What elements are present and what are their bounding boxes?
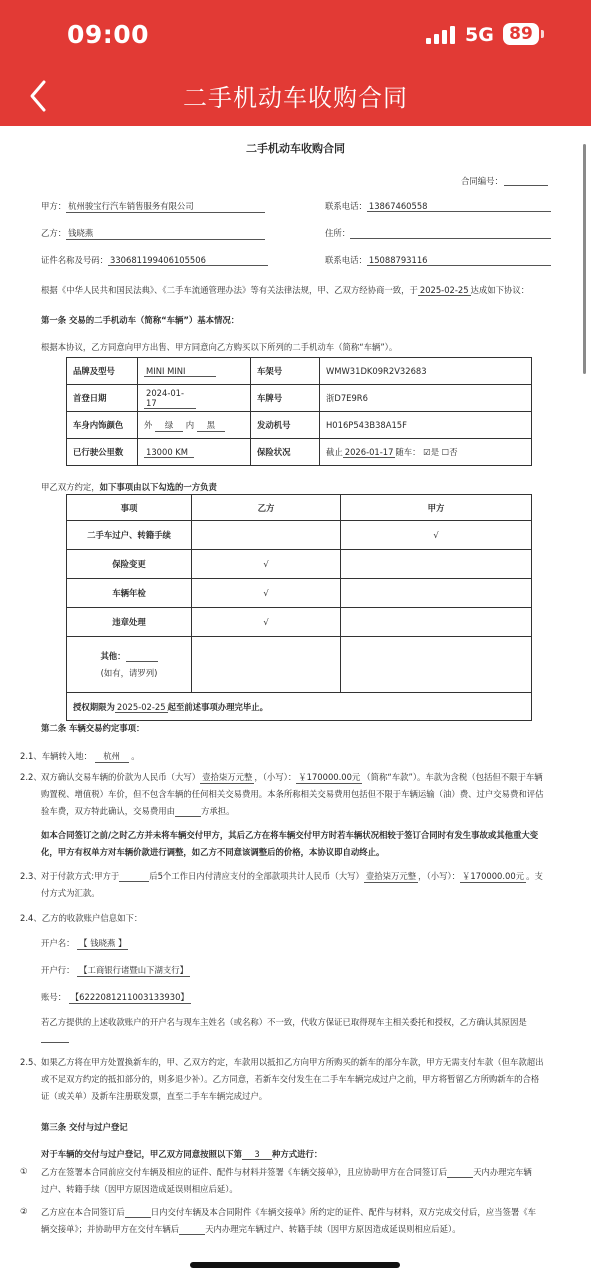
- address-row: [325, 227, 551, 239]
- phone-label: 联系电话：: [325, 255, 367, 265]
- party-b-value: 钱晓燕: [66, 227, 265, 240]
- id-row: [41, 254, 268, 266]
- clause-2-line1: 乙方应在本合同签订后 日内交付车辆及本合同附件《车辆交接单》所约定的证件、配件与材料，双方完成交付后，应当签署《车: [41, 1207, 536, 1217]
- reg-date-label: 首登日期: [67, 385, 138, 412]
- reg-date-value: 2024-01-17: [138, 385, 251, 412]
- party-b-phone-row: [325, 254, 551, 266]
- table-row: [67, 521, 532, 550]
- app-header: [0, 0, 591, 126]
- party-a-value: 杭州骏宝行汽车销售服务有限公司: [66, 200, 265, 213]
- matter-item: 二手车过户、转籍手续: [67, 521, 192, 550]
- section-2-2-no: 2.2、: [20, 772, 42, 782]
- party-a-phone-row: [325, 200, 551, 212]
- insurance-value: 截止 2026-01-17 随车： ☑是 ☐否: [320, 439, 532, 466]
- section-2-3-line2: 付方式为汇款。: [41, 888, 100, 898]
- insurance-label: 保险状况: [251, 439, 320, 466]
- matter-a-check: [341, 550, 532, 579]
- article-3-title: 第三条 交付与过户登记: [41, 1122, 128, 1132]
- color-value: 外 绿 内 黑: [138, 412, 251, 439]
- clause-2-line2: 辆交接单》；并协助甲方在交付车辆后 天内办理完车辆过户、转籍手续（因甲方原因造成延误则相应后延）。: [41, 1224, 461, 1234]
- brand-value: MINI MINI: [138, 358, 251, 385]
- matters-header-b: 乙方: [192, 495, 341, 521]
- matters-header-a: 甲方: [341, 495, 532, 521]
- matter-b-check: [192, 521, 341, 550]
- matter-a-check: √: [341, 521, 532, 550]
- checkbox-empty-icon[interactable]: ☐: [441, 447, 450, 457]
- brand-label: 品牌及型号: [67, 358, 138, 385]
- section-2-1: 2.1、车辆转入地： 杭州 。: [20, 751, 140, 761]
- contract-no-blank: [504, 185, 548, 186]
- clause-1-no: ①: [20, 1166, 28, 1176]
- id-number: 330681199406105506: [108, 255, 268, 266]
- intro-line: [41, 284, 529, 296]
- table-row: [67, 579, 532, 608]
- matter-item: 违章处理: [67, 608, 192, 637]
- account-bank: 开户行： 【工商银行诸暨山下湖支行】: [41, 965, 189, 975]
- section-2-5-line2: 或不足双方约定的抵扣部分的，则多退少补）。乙方同意，若新车交付发生在二手车车辆完成过户之前，甲方将暂留乙方所购新车的合格: [41, 1074, 540, 1084]
- matter-item: 保险变更: [67, 550, 192, 579]
- party-b-label: 乙方：: [41, 228, 67, 238]
- scrollbar[interactable]: [583, 144, 586, 374]
- matters-header-item: 事项: [67, 495, 192, 521]
- section-2-2-line2: 购置税、增值税）车价，但不包含车辆的任何相关交易费用。本条所称相关交易费用包括但不限于车辆运输（油）费、过户交易费和评估: [41, 789, 544, 799]
- matter-a-check: [341, 579, 532, 608]
- engine-label: 发动机号: [251, 412, 320, 439]
- party-a-row: [41, 200, 265, 213]
- party-a-phone: 13867460558: [367, 201, 551, 212]
- section-2-3-line1: 对于付款方式:甲方于 后5个工作日内付清应支付的全部款项共计人民币（大写） 壹拾柒万元整 ，（小写）： ￥170000.00元 。支: [41, 871, 543, 881]
- home-indicator[interactable]: [190, 1262, 400, 1268]
- account-number: 账号： 【6222081211003133930】: [41, 992, 189, 1002]
- plate-value: 浙D7E9R6: [320, 385, 532, 412]
- address-label: 住所：: [325, 228, 351, 238]
- party-b-phone: 15088793116: [367, 255, 551, 266]
- table-row: [67, 550, 532, 579]
- section-2-3-no: 2.3、: [20, 871, 42, 881]
- matter-a-check: [341, 608, 532, 637]
- intro-date: 2025-02-25: [419, 285, 469, 295]
- matters-table: [66, 494, 532, 721]
- article-1-intro: 根据本协议，乙方同意向甲方出售、甲方同意向乙方购买以下所列的二手机动车（简称“车辆”）。: [41, 342, 398, 352]
- section-2-2-bold-1: 如本合同签订之前/之时乙方并未将车辆交付甲方，其后乙方在将车辆交付甲方时若车辆状况相较于签订合同时有发生事故或其他重大变: [41, 830, 539, 840]
- plate-label: 车牌号: [251, 385, 320, 412]
- matter-b-check: √: [192, 550, 341, 579]
- matter-b-check: √: [192, 608, 341, 637]
- status-time: 09:00: [67, 20, 150, 49]
- party-b-row: [41, 227, 265, 240]
- mileage-label: 已行驶公里数: [67, 439, 138, 466]
- section-2-5-line1: 如果乙方将在甲方处置换新车的，甲、乙双方约定，车款用以抵扣乙方向甲方所购买的新车的部分车款，甲方无需支付车款（但车款超出: [41, 1057, 544, 1067]
- vehicle-table: [66, 357, 532, 466]
- deadline-cell: 授权期限为 2025-02-25 起至前述事项办理完毕止。: [67, 693, 532, 721]
- vin-label: 车架号: [251, 358, 320, 385]
- contract-no-label: 合同编号：: [461, 176, 503, 186]
- page-title: 二手机动车收购合同: [183, 84, 408, 112]
- party-a-label: 甲方：: [41, 201, 67, 211]
- intro-text-end: 达成如下协议：: [470, 285, 530, 295]
- clause-1-line1: 乙方在签署本合同前应交付车辆及相应的证件、配件与材料并签署《车辆交接单》，且应协助甲方在合同签订后 天内办理完车辆: [41, 1167, 532, 1177]
- signal-icon: [426, 26, 456, 44]
- table-row-other: [67, 637, 532, 693]
- clause-2-no: ②: [20, 1206, 28, 1216]
- article-3-intro: 对于车辆的交付与过户登记，甲乙双方同意按照以下第 3 种方式进行：: [41, 1149, 323, 1159]
- account-holder: 开户名： 【 钱晓燕 】: [41, 938, 127, 948]
- section-2-5-no: 2.5、: [20, 1057, 42, 1067]
- mileage-value: 13000 KM: [138, 439, 251, 466]
- matter-b-check: √: [192, 579, 341, 608]
- article-2-title: 第二条 车辆交易约定事项：: [41, 723, 145, 733]
- account-note-blank: [41, 1042, 69, 1043]
- phone-label: 联系电话：: [325, 201, 367, 211]
- section-2-2-bold-2: 化，甲方有权单方对车辆价款进行调整，如乙方不同意该调整后的价格，本协议即自动终止。: [41, 847, 385, 857]
- intro-text: 根据《中华人民共和国民法典》、《二手车流通管理办法》等有关法律法规，甲、乙双方经协商一致，于: [41, 285, 418, 295]
- engine-value: H016P543B38A15F: [320, 412, 532, 439]
- section-2-2-line1: 双方确认交易车辆的价款为人民币（大写） 壹拾柒万元整 ，（小写）： ￥170000.00元 （简称“车款”）。车款为含税（包括但不限于车辆: [41, 772, 543, 782]
- article-1-title: 第一条 交易的二手机动车（简称“车辆”）基本情况：: [41, 315, 240, 325]
- clause-1-line2: 过户、转籍手续（因甲方原因造成延误则相应后延）。: [41, 1184, 238, 1194]
- color-label: 车身内饰颜色: [67, 412, 138, 439]
- contract-document[interactable]: [0, 126, 591, 1280]
- table-row: [67, 608, 532, 637]
- section-2-5-line3: 证（或关单）及新车注册联发票，直至二手车车辆完成过户。: [41, 1091, 268, 1101]
- document-title: 二手机动车收购合同: [246, 142, 345, 155]
- matter-other: 其他： (如有，请罗列): [67, 637, 192, 693]
- battery-icon: 89: [503, 23, 539, 45]
- account-note: 若乙方提供的上述收款账户的开户名与现车主姓名（或名称）不一致，代收方保证已取得现车主相关委托和授权，乙方确认其原因是: [41, 1017, 527, 1027]
- battery-tip: [541, 30, 544, 38]
- id-label: 证件名称及号码：: [41, 255, 108, 265]
- agreement-intro: 甲乙双方约定，如下事项由以下勾选的一方负责: [41, 482, 217, 492]
- checkbox-checked-icon[interactable]: ☑: [423, 447, 431, 457]
- section-2-2-line3: 验车费，双方特此确认，交易费用由 方承担。: [41, 806, 235, 816]
- matter-item: 车辆年检: [67, 579, 192, 608]
- vin-value: WMW31DK09R2V32683: [320, 358, 532, 385]
- section-2-4: 2.4、乙方的收款账户信息如下：: [20, 913, 143, 923]
- network-label: 5G: [465, 24, 494, 46]
